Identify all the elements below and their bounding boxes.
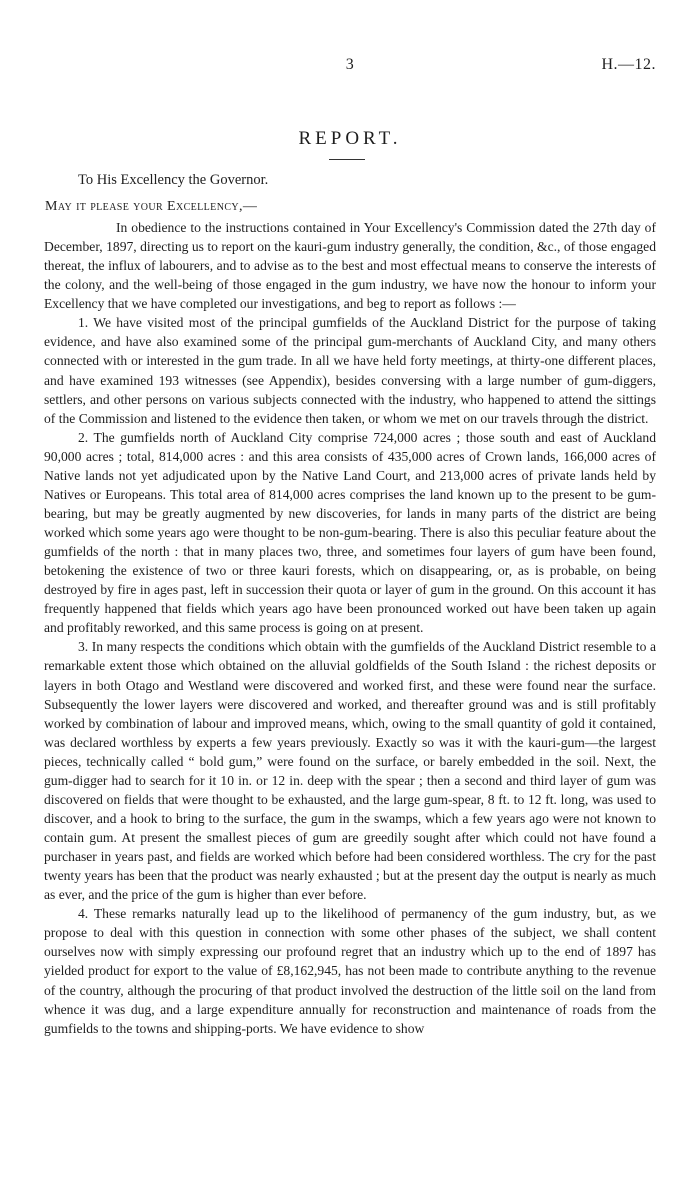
paragraph-4: 4. These remarks naturally lead up to the likelihood of permanency of the gum industry, but, as we propose to deal with this question in connection with some other phases of the subject, we shall content ourselves now with simply expressing our profound regret that an industry which up to the end of 1897 has yielded product for export to the value of £8,162,945, has not been made to contribute anything to the revenue of the country, although the procuring of that product involved the destruction of the little soil on the land from whence it was dug, and a large expenditure annually for reconstruction and maintenance of roads from the gumfields to the towns and shipping-ports. We have evidence to show bbox=[44, 906, 656, 1036]
report-title: REPORT. bbox=[298, 128, 402, 149]
page-number: 3 bbox=[345, 56, 355, 73]
paragraph-2: 2. The gumfields north of Auckland City comprise 724,000 acres ; those south and east of Auckland 90,000 acres ; total, 814,000 acres : and this area consists of 435,000 acres of Crown lands, 166,000 acres of Native lands not yet adjudicated upon by the Native Land Court, and 213,000 acres of private lands held by Natives or Europeans. This total area of 814,000 acres comprises the land known up to the present to be gum-bearing, but may be greatly augmented by new discoveries, for lands in many parts of the district are being worked which some years ago were thought to be non-gum-bearing. There is also this peculiar feature about the gumfields of the north : that in many places two, three, and sometimes four layers of gum have been found, betokening the existence of two or three kauri forests, which on disappearing, or, as is probable, on being destroyed by fire in ages past, left in succession their quota or layer of gum in the ground. On this account it has frequently happened that fields which years ago have been pronounced worked out have been taken up again and profitably reworked, and this same process is going on at present. bbox=[44, 429, 656, 636]
paragraph-3: 3. In many respects the conditions which obtain with the gumfields of the Auckland District resemble to a remarkable extent those which obtained on the alluvial goldfields of the South Island : the richest deposits or layers in both Otago and Westland were discovered and worked first, and these were found near the surface. Subsequently the lower layers were discovered and worked, and thereafter ground was and is still profitably worked by combination of labour and improved means, which, owing to the small quantity of gold it contained, was declared worthless by experts a few years previously. Exactly so was it with the kauri-gum—the largest pieces, technically called “ bold gum,” were found on the surface, or barely embedded in the soil. Next, the gum-digger had to search for it 10 in. or 12 in. deep with the spear ; then a second and third layer of gum was discovered on fields that were thought to be exhausted, and the large gum-spear, 8 ft. to 12 ft. long, was used to discover, and a hook to bring to the surface, the gum in the swamps, which a few years ago were not known to contain gum. At present the smallest pieces of gum are greedily sought after which could not have found a purchaser in years past, and fields are worked which before had been considered worthless. The cry for the past twenty years has been that the product was nearly exhausted ; but at the present day the output is nearly as much as ever, and the price of the gum is higher than ever before. bbox=[44, 639, 656, 903]
paragraph-intro: In obedience to the instructions contained in Your Excellency's Commission dated the 27th day of December, 1897, directing us to report on the kauri-gum industry generally, the condition, &c., of those engaged thereat, the influx of labourers, and to advise as to the best and most effectual means to conserve the interests of the colony, and the well-being of those engaged in the gum industry, we have now the honour to inform your Excellency that we have completed our investigations, and beg to report as follows :— bbox=[44, 220, 656, 312]
formal-address: May it please your Excellency,— bbox=[45, 199, 258, 214]
salutation: To His Excellency the Governor. bbox=[78, 172, 269, 188]
title-divider bbox=[329, 159, 365, 160]
report-body bbox=[44, 218, 656, 1038]
paragraph-1: 1. We have visited most of the principal gumfields of the Auckland District for the purpose of taking evidence, and have also examined some of the principal gum-merchants of Auckland City, and many others connected with or interested in the gum trade. In all we have held forty meetings, at thirty-one different places, and have examined 193 witnesses (see Appendix), besides conversing with a large number of gum-diggers, settlers, and other persons on various subjects connected with the industry, who happened to attend the sittings of the Commission and listened to the evidence then taken, or whom we met on our travels through the district. bbox=[44, 315, 656, 426]
document-reference: H.—12. bbox=[601, 56, 656, 73]
